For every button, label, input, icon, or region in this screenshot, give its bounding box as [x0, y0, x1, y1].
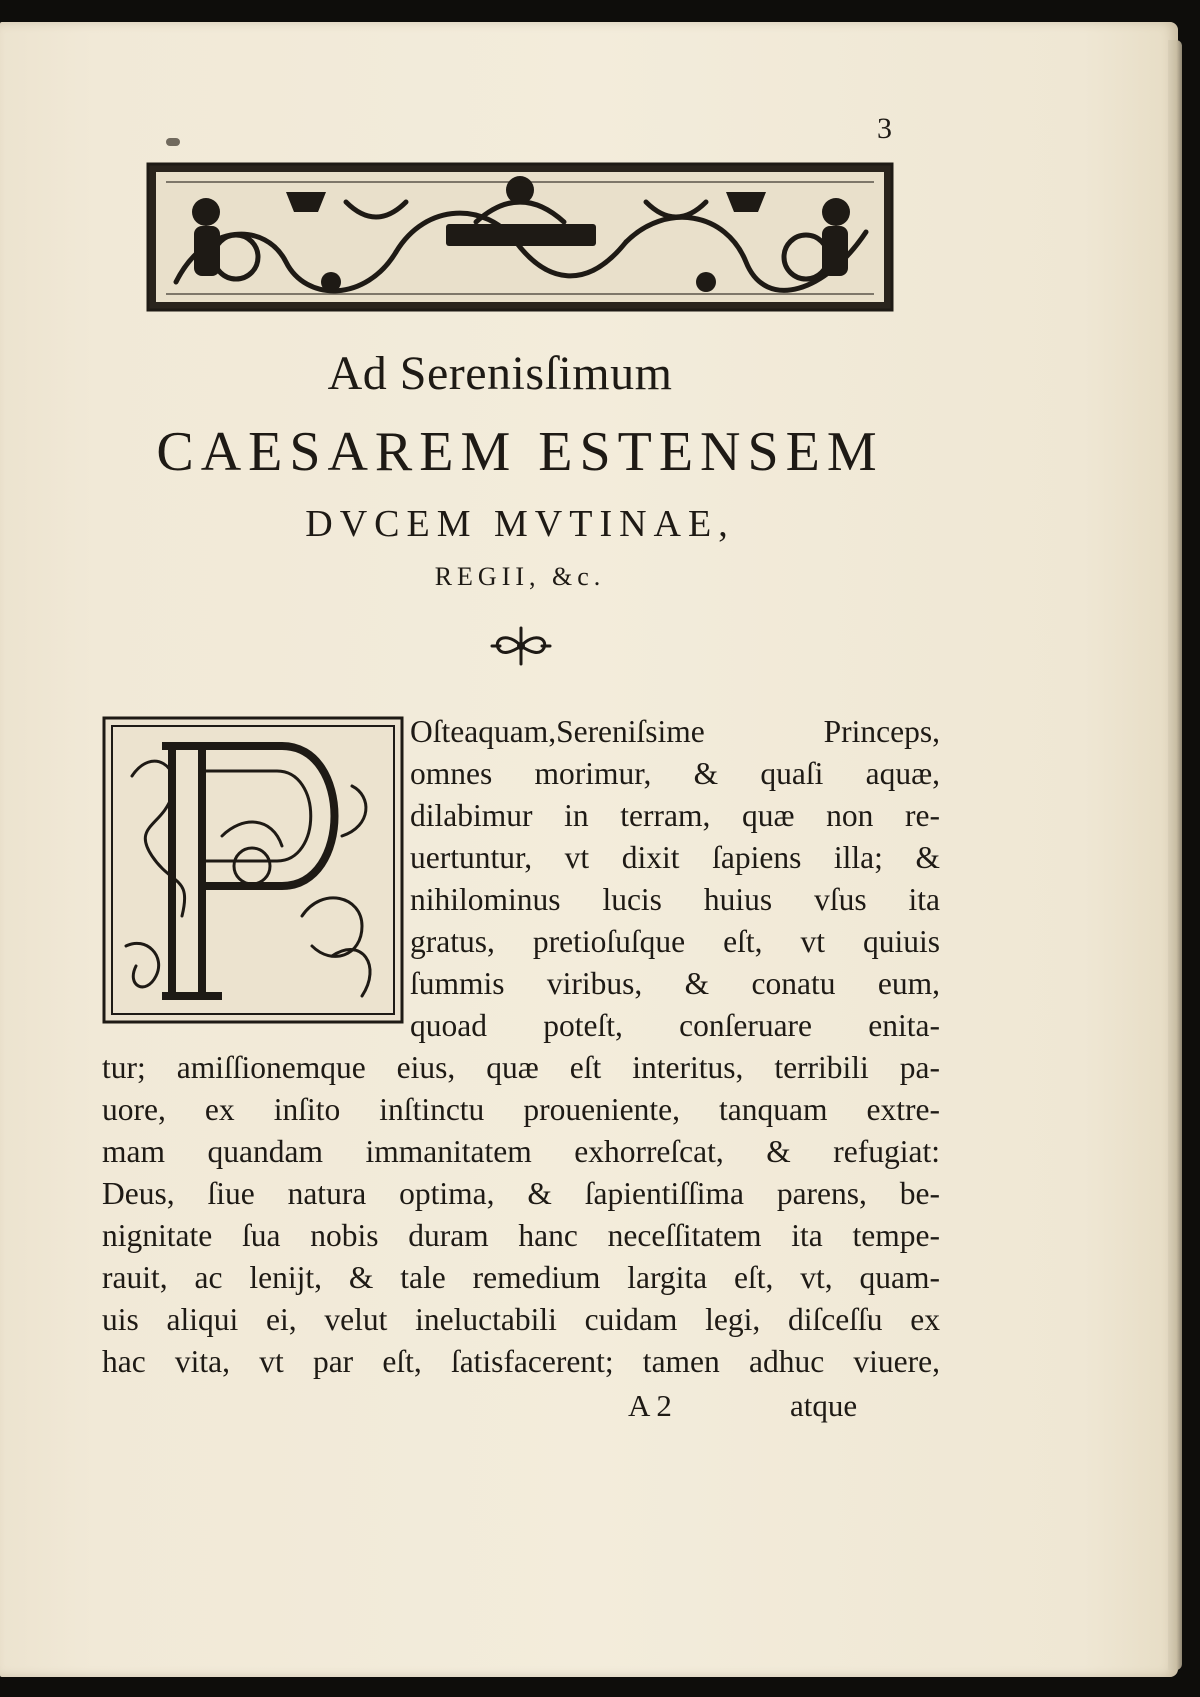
text-line: mam quandam immanitatem exhorreſcat, & refugiat: [102, 1134, 940, 1169]
heading-line-4: REGII, &c. [434, 562, 606, 591]
text-line: omnes morimur, & quaſi aquæ, [410, 756, 940, 791]
woodcut-headpiece [146, 162, 894, 312]
text-line: uertuntur, vt dixit ſapiens illa; & [410, 840, 940, 875]
text-line: gratus, pretioſuſque eſt, vt quiuis [410, 924, 940, 959]
text-line: ſummis viribus, & conatu eum, [410, 966, 940, 1001]
page-edge [1168, 40, 1182, 1670]
text-line: dilabimur in terram, quæ non re- [410, 798, 940, 833]
text-line: rauit, ac lenijt, & tale remedium largita eſt, vt, quam- [102, 1260, 940, 1295]
text-line: Oſteaquam,Sereniſsime Princeps, [410, 714, 940, 749]
decorated-initial-p [102, 716, 404, 1024]
text-line: nignitate ſua nobis duram hanc neceſſitatem ita tempe- [102, 1218, 940, 1253]
text-line: hac vita, vt par eſt, ſatisfacerent; tamen adhuc viuere, [102, 1344, 940, 1379]
heading-line-3: DVCEM MVTINAE, [305, 503, 735, 545]
text-line: nihilominus lucis huius vſus ita [410, 882, 940, 917]
text-line: Deus, ſiue natura optima, & ſapientiſſima parens, be- [102, 1176, 940, 1211]
fleuron-ornament [488, 624, 554, 668]
catchword: atque [790, 1388, 858, 1423]
text-line: uis aliqui ei, velut ineluctabili cuidam legi, diſceſſu ex [102, 1302, 940, 1337]
text-line: tur; amiſſionemque eius, quæ eſt interitus, terribili pa- [102, 1050, 940, 1085]
text-line: uore, ex inſito inſtinctu proueniente, tanquam extre- [102, 1092, 940, 1127]
text-line: quoad poteſt, conſeruare enita- [410, 1008, 940, 1043]
heading-line-1: Ad Serenisſimum [327, 347, 673, 400]
page-number: 3 [877, 112, 892, 145]
signature-mark: A 2 [628, 1388, 672, 1423]
heading-line-2: CAESAREM ESTENSEM [156, 421, 884, 483]
ink-mark [166, 138, 180, 146]
